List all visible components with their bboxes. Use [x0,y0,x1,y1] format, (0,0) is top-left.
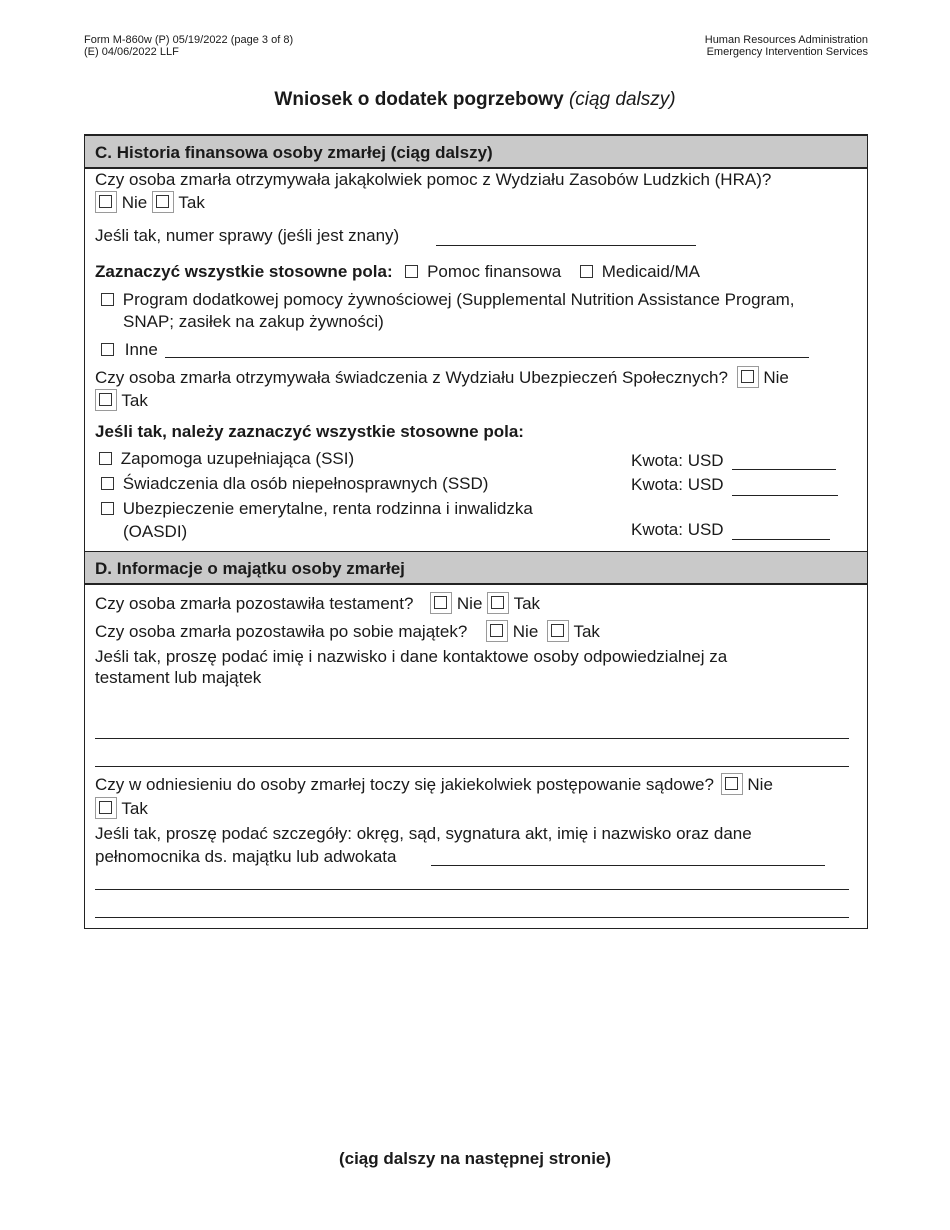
form-id-line1: Form M-860w (P) 05/19/2022 (page 3 of 8) [84,34,294,46]
will-yes-checkbox[interactable] [487,592,509,614]
contact-info-field-1[interactable] [95,738,849,739]
section-d-heading: D. Informacje o majątku osoby zmarłej [85,551,867,585]
checkbox-square-icon [491,596,504,609]
continued-note: (ciąg dalszy na następnej stronie) [338,1149,612,1168]
checkbox-square-icon [741,370,754,383]
ssi-amount-field[interactable] [732,469,836,470]
estate-question-row [95,620,600,642]
snap-row [101,290,795,310]
ssa-question-row [95,366,789,388]
checkbox-square-icon [725,777,738,790]
check-all-label: Zaznaczyć wszystkie stosowne pola: [95,262,393,281]
snap-checkbox[interactable] [101,293,114,306]
hra-yes-label: Tak [178,193,205,212]
court-question: Czy w odniesieniu do osoby zmarłej toczy się jakiekolwiek postępowanie sądowe? [95,775,714,794]
agency-name [705,34,868,58]
oasdi-checkbox[interactable] [101,502,114,515]
snap-label-line2: SNAP; zasiłek na zakup żywności) [123,312,384,331]
case-number-field[interactable] [436,245,696,246]
ssa-yes-label: Tak [121,391,148,410]
court-yes-checkbox[interactable] [95,797,117,819]
oasdi-label-line2: (OASDI) [123,522,188,541]
will-yes-label: Tak [513,594,541,613]
ssa-yes-checkbox[interactable] [95,389,117,411]
will-question-row [95,592,540,614]
checkbox-square-icon [156,195,169,208]
hra-no-label: Nie [121,193,148,212]
contact-info-line1: Jeśli tak, proszę podać imię i nazwisko i dane kontaktowe osoby odpowiedzialnej za [95,647,728,666]
agency-line1: Human Resources Administration [704,34,868,46]
case-number-label: Jeśli tak, numer sprawy (jeśli jest znany) [95,226,400,245]
benefits-row [95,262,700,282]
court-details-field-3[interactable] [95,917,849,918]
oasdi-amount-label: Kwota: USD [631,520,724,539]
court-no-checkbox[interactable] [721,773,743,795]
ssi-label: Zapomoga uzupełniająca (SSI) [120,449,355,468]
estate-no-label: Nie [512,622,539,641]
ssa-no-checkbox[interactable] [737,366,759,388]
hra-no-checkbox[interactable] [95,191,117,213]
court-yes-row [95,797,148,819]
check-all-if-yes-label: Jeśli tak, należy zaznaczyć wszystkie stosowne pola: [95,422,524,441]
court-yes-label: Tak [121,799,148,818]
other-field[interactable] [165,357,809,358]
page-title [0,89,950,111]
hra-answer-row [95,191,205,213]
contact-info-line2: testament lub majątek [95,668,262,687]
form-id [84,34,293,58]
court-details-line1: Jeśli tak, proszę podać szczegóły: okręg, sąd, sygnatura akt, imię i nazwisko oraz dane [95,824,752,843]
checkbox-square-icon [99,393,112,406]
oasdi-row [101,499,533,519]
ssa-no-label: Nie [763,368,789,387]
will-no-label: Nie [456,594,483,613]
hra-yes-checkbox[interactable] [152,191,174,213]
oasdi-label-line1: Ubezpieczenie emerytalne, renta rodzinna i inwalidzka [122,499,533,518]
form-id-line2: (E) 04/06/2022 LLF [84,46,179,58]
medicaid-checkbox[interactable] [580,265,593,278]
will-question: Czy osoba zmarła pozostawiła testament? [95,594,414,613]
court-details-line2: pełnomocnika ds. majątku lub adwokata [95,847,397,866]
estate-question: Czy osoba zmarła pozostawiła po sobie majątek? [95,622,468,641]
checkbox-square-icon [99,801,112,814]
estate-no-checkbox[interactable] [486,620,508,642]
hra-question: Czy osoba zmarła otrzymywała jakąkolwiek pomoc z Wydziału Zasobów Ludzkich (HRA)? [95,170,772,189]
checkbox-square-icon [434,596,447,609]
ssa-yes-row [95,389,148,411]
ssi-amount-label: Kwota: USD [631,451,724,470]
checkbox-square-icon [551,624,564,637]
will-no-checkbox[interactable] [430,592,452,614]
other-checkbox[interactable] [101,343,114,356]
ssi-checkbox[interactable] [99,452,112,465]
cash-assistance-checkbox[interactable] [405,265,418,278]
other-row [101,340,158,360]
ssd-label: Świadczenia dla osób niepełnosprawnych (SSD) [122,474,489,493]
checkbox-square-icon [99,195,112,208]
ssa-question: Czy osoba zmarła otrzymywała świadczenia z Wydziału Ubezpieczeń Społecznych? [95,368,728,387]
snap-label-line1: Program dodatkowej pomocy żywnościowej (Supplemental Nutrition Assistance Program, [122,290,795,309]
page-title-main: Wniosek o dodatek pogrzebowy [274,89,564,110]
page-title-suffix: (ciąg dalszy) [568,89,676,110]
contact-info-field-2[interactable] [95,766,849,767]
ssd-amount-field[interactable] [732,495,838,496]
cash-assistance-label: Pomoc finansowa [427,262,562,281]
oasdi-amount-field[interactable] [732,539,830,540]
medicaid-label: Medicaid/MA [601,262,700,281]
form-box [84,134,868,929]
court-details-field-2[interactable] [95,889,849,890]
checkbox-square-icon [490,624,503,637]
court-no-label: Nie [747,775,773,794]
estate-yes-checkbox[interactable] [547,620,569,642]
ssd-amount-label: Kwota: USD [631,475,724,494]
other-label: Inne [124,340,158,359]
estate-yes-label: Tak [573,622,600,641]
agency-line2: Emergency Intervention Services [706,46,868,58]
ssi-row [99,449,354,469]
ssd-row [101,474,488,494]
ssd-checkbox[interactable] [101,477,114,490]
section-c-heading: C. Historia finansowa osoby zmarłej (ciąg dalszy) [85,135,867,169]
court-details-field-1[interactable] [431,865,825,866]
court-question-row [95,773,773,795]
